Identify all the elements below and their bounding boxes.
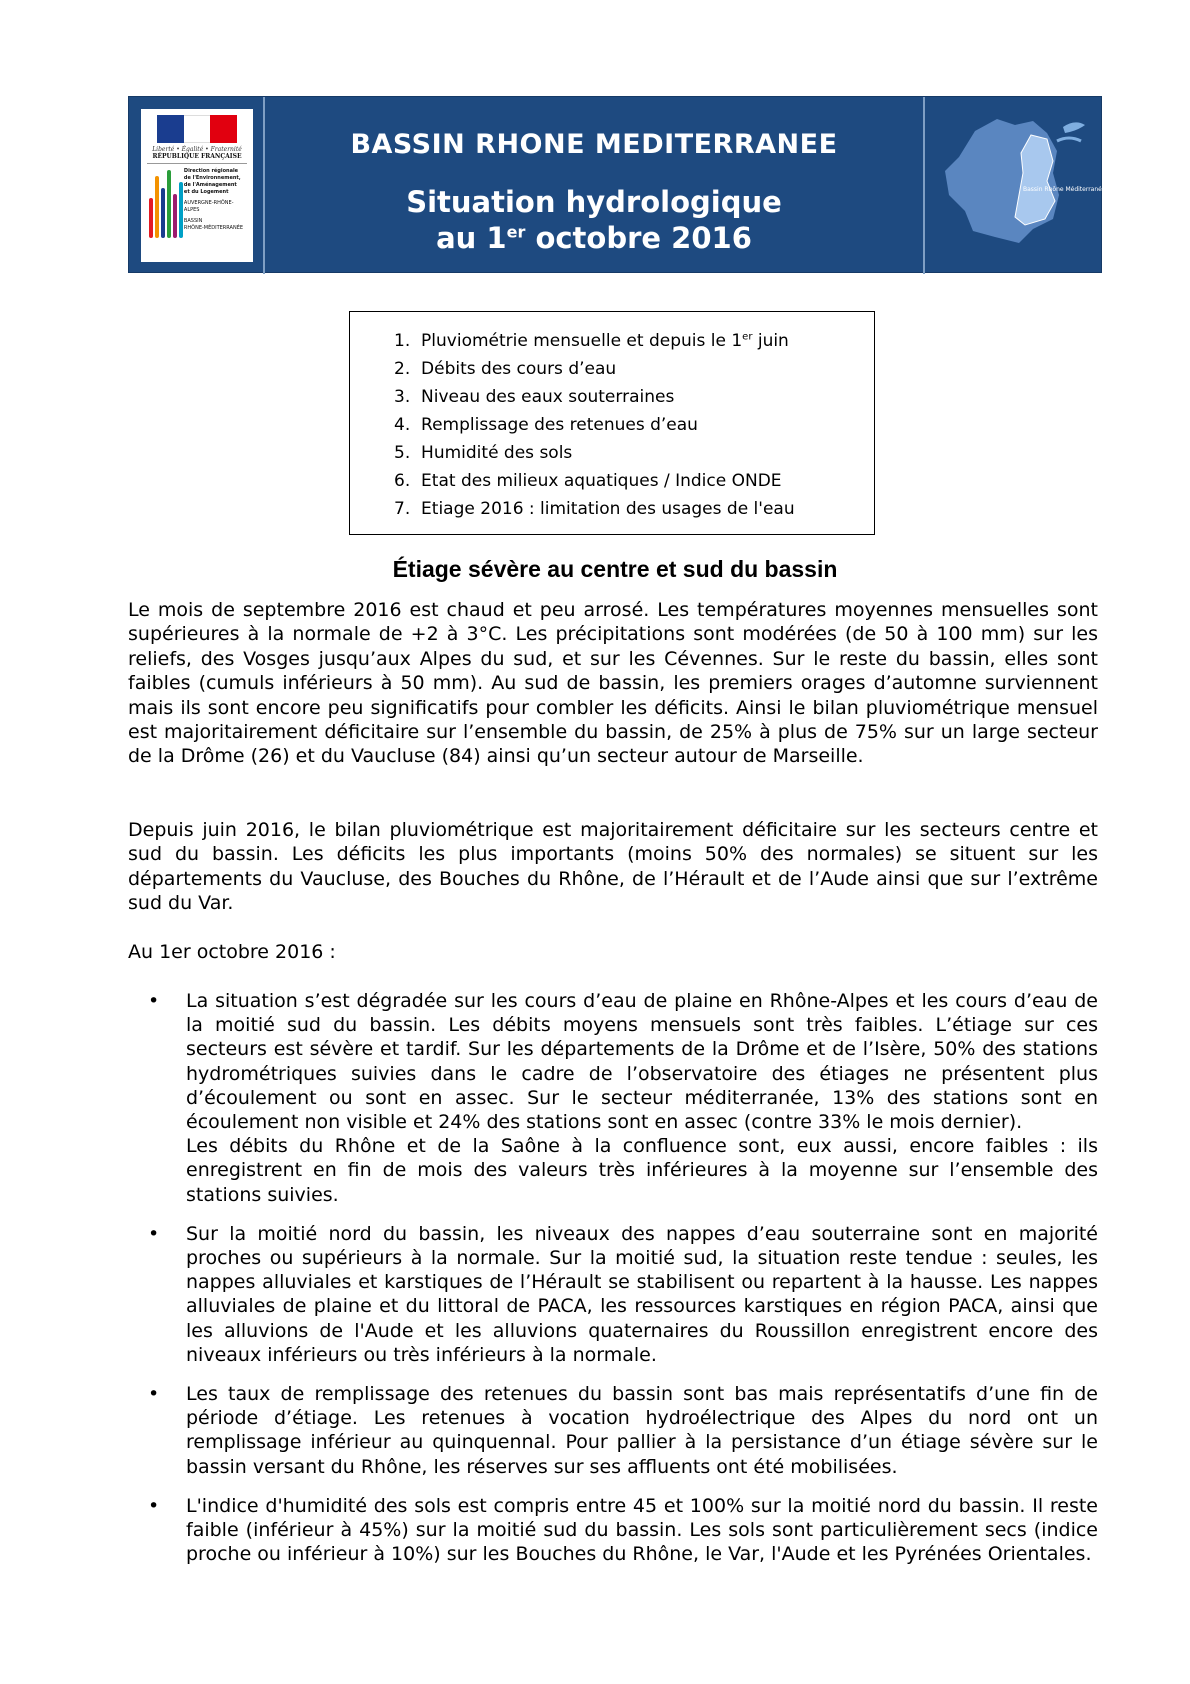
- logo-agency-text: Direction régionale de l'Environnement, de l'Aménagement et du Logement AUVERGNE-RHÔNE-ALPES BASSIN RHÔNE-MÉDITERRANÉE: [183, 168, 244, 231]
- toc-item: 1. Pluviométrie mensuelle et depuis le 1er juin: [394, 331, 789, 351]
- toc-item: 4. Remplissage des retenues d’eau: [394, 415, 698, 435]
- logo-republic: RÉPUBLIQUE FRANÇAISE: [147, 153, 247, 164]
- toc-item: 7. Etiage 2016 : limitation des usages de l'eau: [394, 499, 795, 519]
- toc-item: 2. Débits des cours d’eau: [394, 359, 617, 379]
- map-label: Bassin Rhône Méditerranée: [1023, 186, 1106, 193]
- logo-motto: Liberté • Égalité • Fraternité: [152, 146, 242, 153]
- logo-panel: [129, 97, 265, 274]
- section-headline: Étiage sévère au centre et sud du bassin: [392, 556, 838, 582]
- bullet-symbol: •: [148, 1222, 160, 1245]
- bullet-item-river-flows: • La situation s’est dégradée sur les cours d’eau de plaine en Rhône-Alpes et les cours d’eau de la moitié sud du bassin. Les débits moyens mensuels sont très faibles. L’étiage sur ces secteurs est sévère et tardif. Sur les départements de la Drôme et de l’Isère, 50% des stations hydrométriques suivies dans le cadre de l’observatoire des étiages ne présentent plus d’écoulement ou sont en assec. Sur le secteur méditerranée, 13% des stations sont en écoulement non visible et 24% des stations sont en assec (contre 33% le mois dernier). Les débits du Rhône et de la Saône à la confluence sont, eux aussi, encore faibles : ils enregistrent en fin de mois des valeurs très inférieures à la moyenne sur l’ensemble des stations suivies.: [148, 990, 1098, 1206]
- france-map: [923, 97, 1106, 274]
- report-title: Situation hydrologique au 1er octobre 2016: [406, 185, 782, 255]
- paragraph-since-june: Depuis juin 2016, le bilan pluviométrique est majoritairement déficitaire sur les secteurs centre et sud du bassin. Les déficits les plus importants (moins 50% des normales) se situent sur les départements du Vaucluse, des Bouches du Rhône, de l’Hérault et de l’Aude ainsi que sur l’extrême sud du Var.: [128, 819, 1098, 915]
- header-banner: [128, 96, 1106, 273]
- toc-item: 5. Humidité des sols: [394, 443, 573, 463]
- bullet-item-groundwater: • Sur la moitié nord du bassin, les niveaux des nappes d’eau souterraine sont en majorité proches ou supérieurs à la normale. Sur la moitié sud, la situation reste tendue : seules, les nappes alluviales et karstiques de l’Hérault se stabilisent ou repartent à la hausse. Les nappes alluviales de plaine et du littoral de PACA, les ressources karstiques en région PACA, ainsi que les alluvions de l'Aude et les alluvions quaternaires du Roussillon enregistrent encore des niveaux inférieurs ou très inférieurs à la normale.: [148, 1222, 1098, 1366]
- bullet-list: [128, 989, 1098, 1581]
- bullet-symbol: •: [148, 1383, 160, 1406]
- paragraph-date-intro: Au 1er octobre 2016 :: [128, 941, 336, 963]
- toc-item: 6. Etat des milieux aquatiques / Indice ONDE: [394, 471, 782, 491]
- toc-item: 3. Niveau des eaux souterraines: [394, 387, 675, 407]
- government-logo: [141, 109, 253, 262]
- paragraph-september: Le mois de septembre 2016 est chaud et peu arrosé. Les températures moyennes mensuelles sont supérieures à la normale de +2 à 3°C. Les précipitations sont modérées (de 50 à 100 mm) sur les reliefs, des Vosges jusqu’aux Alpes du sud, et sur les Cévennes. Sur le reste du bassin, elles sont faibles (cumuls inférieurs à 50 mm). Au sud de bassin, les premiers orages d’automne surviennent mais ils sont encore peu significatifs pour combler les déficits. Ainsi le bilan pluviométrique mensuel est majoritairement déficitaire sur l’ensemble du bassin, de 25% à plus de 75% sur un large secteur de la Drôme (26) et du Vaucluse (84) ainsi qu’un secteur autour de Marseille.: [128, 599, 1098, 768]
- france-map-icon: [935, 111, 1106, 261]
- basin-title: BASSIN RHONE MEDITERRANEE: [350, 129, 838, 160]
- marianne-logo: [147, 115, 247, 143]
- table-of-contents: [349, 311, 875, 535]
- header-titles: [265, 97, 923, 272]
- bullet-symbol: •: [148, 990, 160, 1012]
- dreal-stripes-icon: [147, 168, 182, 238]
- bullet-item-soil-moisture: • L'indice d'humidité des sols est compris entre 45 et 100% sur la moitié nord du bassin. Il reste faible (inférieur à 45%) sur la moitié sud du bassin. Les sols sont particulièrement secs (indice proche ou inférieur à 10%) sur les Bouches du Rhône, le Var, l'Aude et les Pyrénées Orientales.: [148, 1494, 1098, 1566]
- bullet-symbol: •: [148, 1494, 160, 1517]
- bullet-item-reservoirs: • Les taux de remplissage des retenues du bassin sont bas mais représentatifs d’une fin de période d’étiage. Les retenues à vocation hydroélectrique des Alpes du nord ont un remplissage inférieur au quinquennal. Pour pallier à la persistance d’un étiage sévère sur le bassin versant du Rhône, les réserves sur ses affluents ont été mobilisées.: [148, 1383, 1098, 1478]
